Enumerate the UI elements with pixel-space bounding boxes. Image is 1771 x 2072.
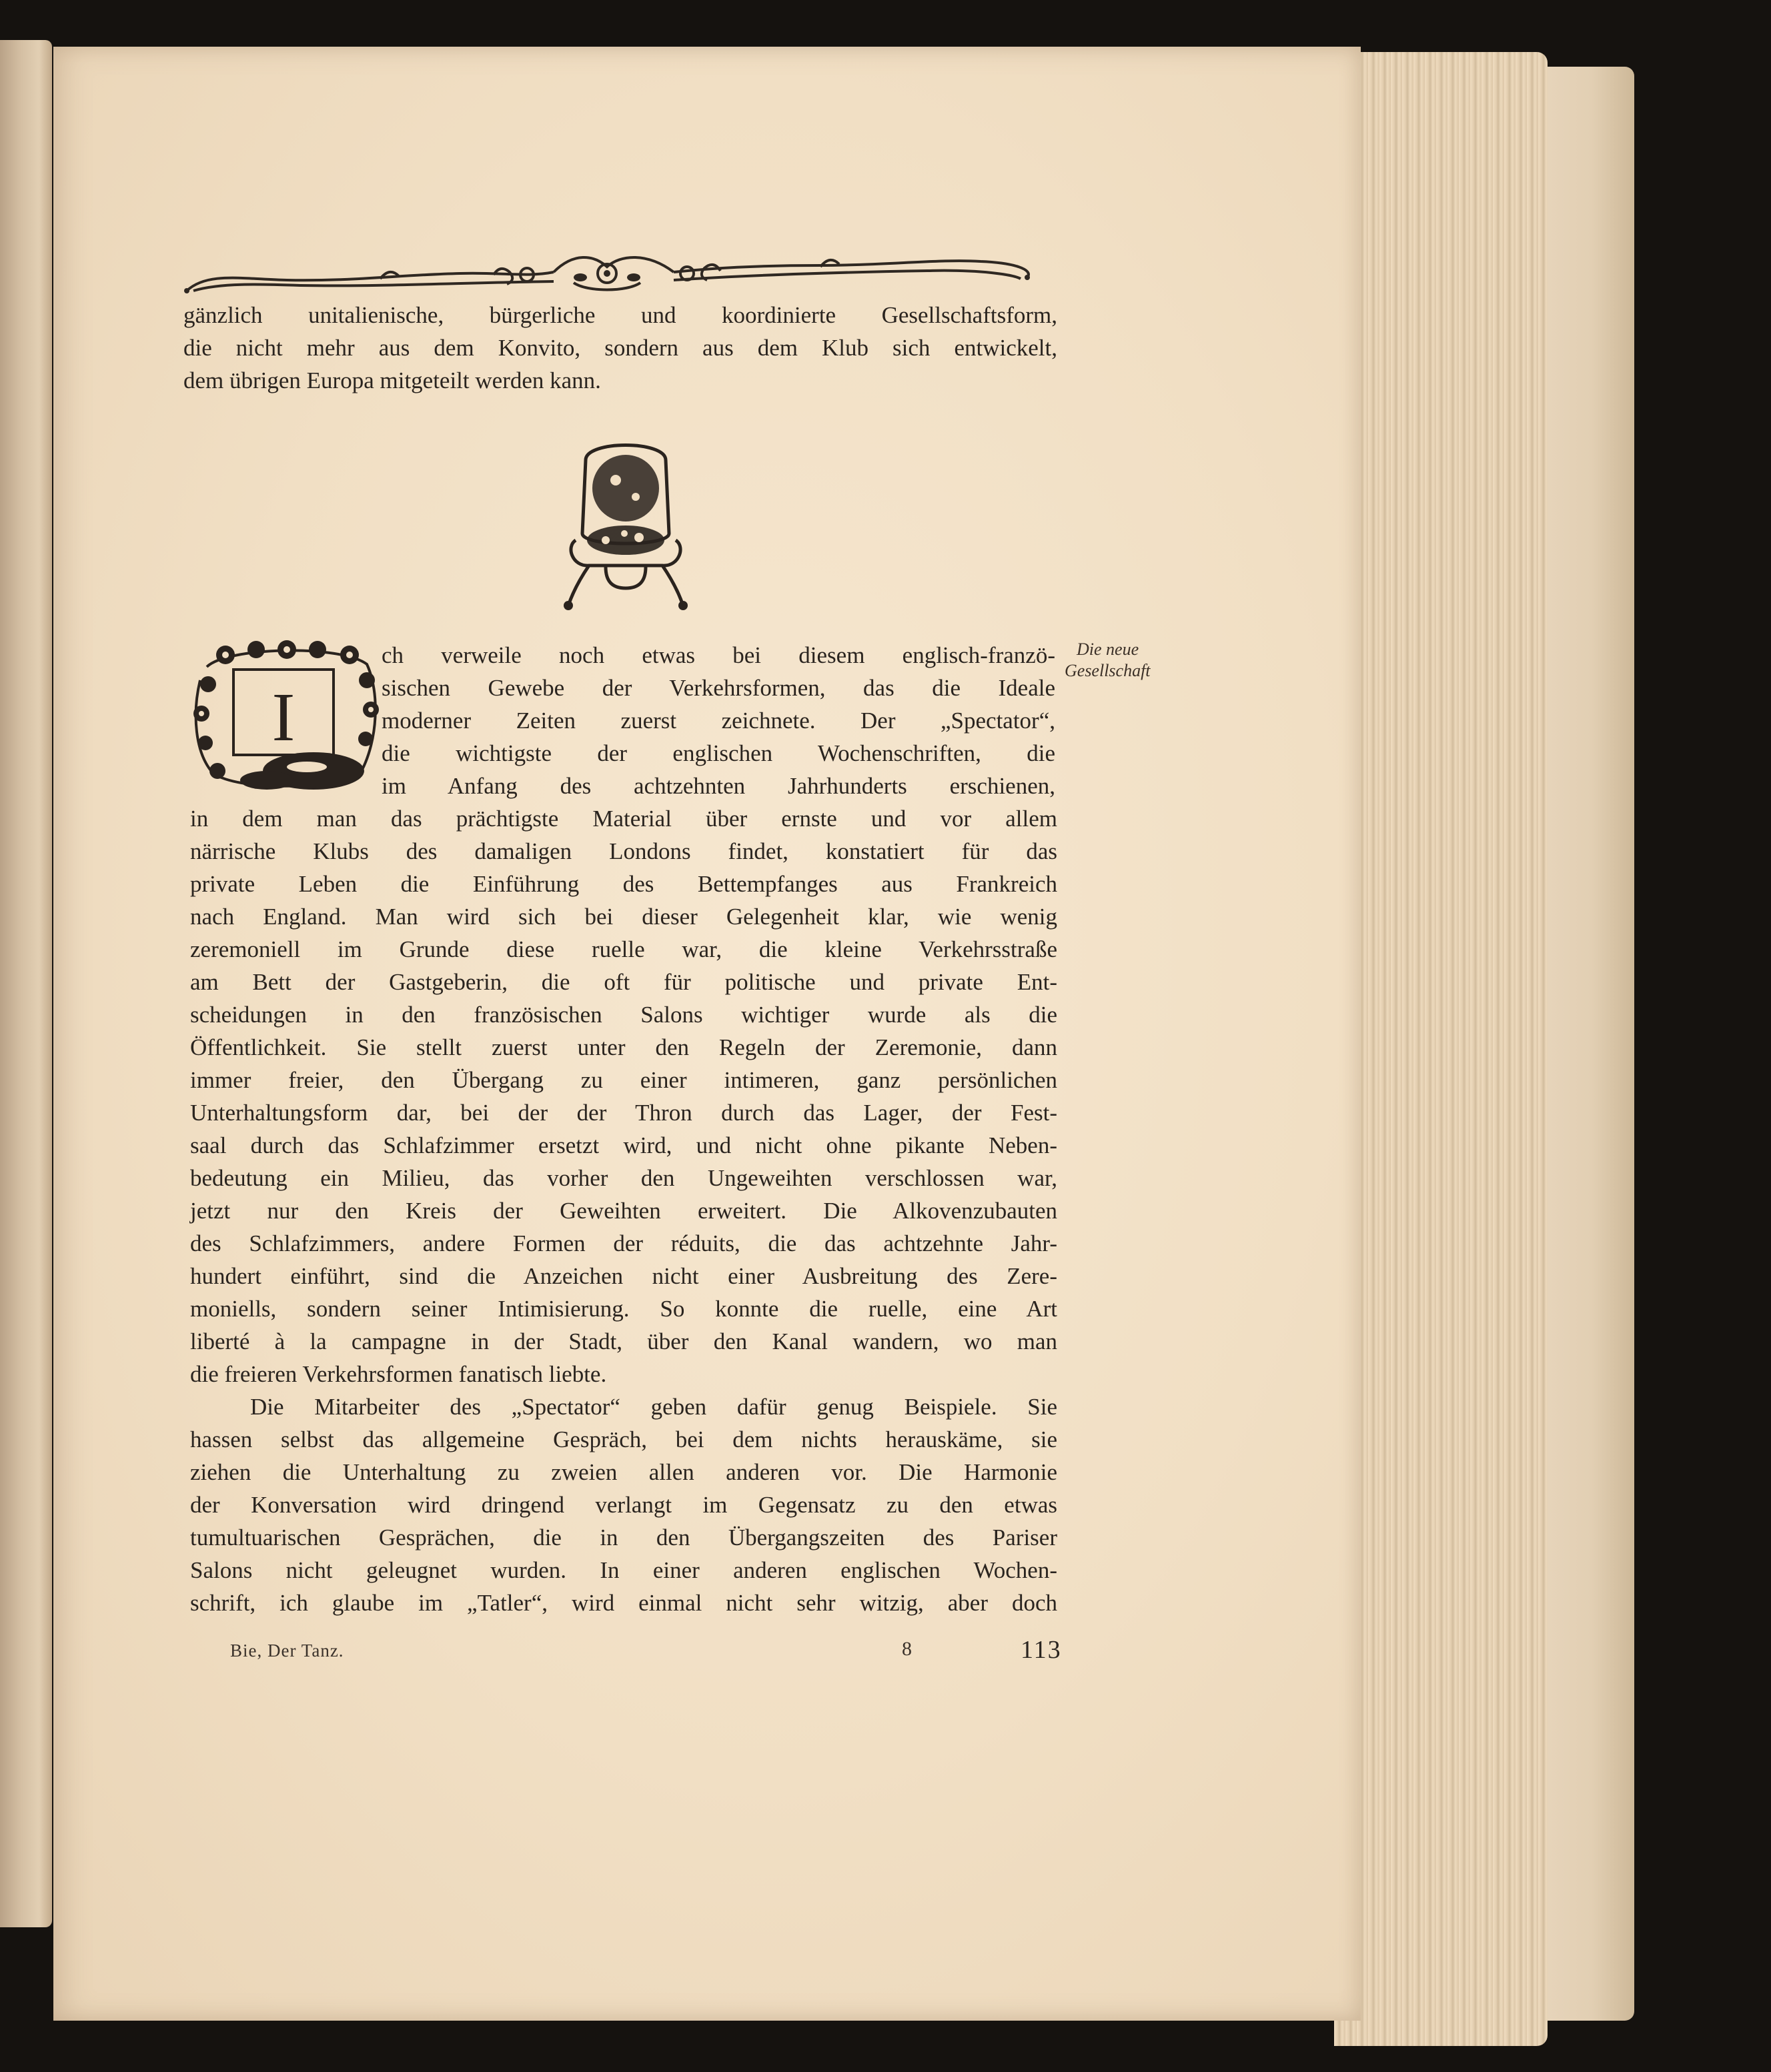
page-number: 113 bbox=[1021, 1636, 1062, 1664]
running-footer: Bie, Der Tanz. bbox=[230, 1641, 344, 1661]
text-line: private Leben die Einführung des Bettempfanges aus Frankreich bbox=[190, 871, 1057, 897]
text-line: ch verweile noch etwas bei diesem englisch-franzö- bbox=[382, 642, 1055, 668]
text-line: im Anfang des achtzehnten Jahrhunderts erschienen, bbox=[382, 773, 1055, 799]
text-line: der Konversation wird dringend verlangt im Gegensatz zu den etwas bbox=[190, 1492, 1057, 1518]
page-block-edges bbox=[1334, 52, 1548, 2046]
text-line: hassen selbst das allgemeine Gespräch, bei dem nichts herauskäme, sie bbox=[190, 1426, 1057, 1452]
text-line: liberté à la campagne in der Stadt, über den Kanal wandern, wo man bbox=[190, 1328, 1057, 1354]
margin-note-line: Die neue bbox=[1077, 640, 1139, 659]
text-line: die freieren Verkehrsformen fanatisch liebte. bbox=[190, 1361, 607, 1387]
text-line: jetzt nur den Kreis der Geweihten erweitert. Die Alkovenzubauten bbox=[190, 1198, 1057, 1224]
text-line: moniells, sondern seiner Intimisierung. So konnte die ruelle, eine Art bbox=[190, 1296, 1057, 1322]
text-line: schrift, ich glaube im „Tatler“, wird einmal nicht sehr witzig, aber doch bbox=[190, 1590, 1057, 1616]
margin-note-line: Gesellschaft bbox=[1065, 661, 1151, 680]
paragraph-1 bbox=[190, 802, 1057, 1390]
margin-note bbox=[1065, 639, 1178, 682]
text-line: moderner Zeiten zuerst zeichnete. Der „Spectator“, bbox=[382, 708, 1055, 734]
decorated-initial-icon bbox=[187, 640, 384, 798]
text-line: hundert einführt, sind die Anzeichen nicht einer Ausbreitung des Zere- bbox=[190, 1263, 1057, 1289]
text-line: tumultuarischen Gesprächen, die in den Übergangszeiten des Pariser bbox=[190, 1524, 1057, 1550]
left-page-edge bbox=[0, 40, 52, 1927]
text-line: Die Mitarbeiter des „Spectator“ geben dafür genug Beispiele. Sie bbox=[250, 1394, 1057, 1420]
text-line: närrische Klubs des damaligen Londons findet, konstatiert für das bbox=[190, 838, 1057, 864]
text-line: die wichtigste der englischen Wochenschriften, die bbox=[382, 740, 1055, 766]
ornamental-rule-icon bbox=[180, 245, 1047, 305]
dropcap-letter: I bbox=[271, 679, 296, 756]
text-line: nach England. Man wird sich bei dieser Gelegenheit klar, wie wenig bbox=[190, 904, 1057, 930]
text-line: Unterhaltungsform dar, bei der der Thron durch das Lager, der Fest- bbox=[190, 1100, 1057, 1126]
text-line: die nicht mehr aus dem Konvito, sondern aus dem Klub sich entwickelt, bbox=[183, 335, 1057, 361]
text-line: zeremoniell im Grunde diese ruelle war, die kleine Verkehrsstraße bbox=[190, 936, 1057, 962]
text-line: immer freier, den Übergang zu einer intimeren, ganz persönlichen bbox=[190, 1067, 1057, 1093]
signature-mark: 8 bbox=[902, 1638, 912, 1660]
armchair-vignette-icon bbox=[559, 433, 692, 614]
text-line: saal durch das Schlafzimmer ersetzt wird, und nicht ohne pikante Neben- bbox=[190, 1132, 1057, 1158]
text-line: des Schlafzimmers, andere Formen der réduits, die das achtzehnte Jahr- bbox=[190, 1230, 1057, 1256]
text-line: ziehen die Unterhaltung zu zweien allen anderen vor. Die Harmonie bbox=[190, 1459, 1057, 1485]
text-line: am Bett der Gastgeberin, die oft für politische und private Ent- bbox=[190, 969, 1057, 995]
text-line: in dem man das prächtigste Material über ernste und vor allem bbox=[190, 806, 1057, 832]
opening-lines bbox=[183, 299, 1057, 397]
paragraph-2 bbox=[190, 1390, 1057, 1619]
text-line: scheidungen in den französischen Salons wichtiger wurde als die bbox=[190, 1002, 1057, 1028]
text-line: Salons nicht geleugnet wurden. In einer anderen englischen Wochen- bbox=[190, 1557, 1057, 1583]
text-line: sischen Gewebe der Verkehrsformen, das die Ideale bbox=[382, 675, 1055, 701]
text-line: dem übrigen Europa mitgeteilt werden kann. bbox=[183, 367, 601, 393]
text-line: Öffentlichkeit. Sie stellt zuerst unter den Regeln der Zeremonie, dann bbox=[190, 1034, 1057, 1060]
text-line: bedeutung ein Milieu, das vorher den Ungeweihten verschlossen war, bbox=[190, 1165, 1057, 1191]
text-line: gänzlich unitalienische, bürgerliche und koordinierte Gesellschaftsform, bbox=[183, 302, 1057, 328]
dropcap-lines bbox=[382, 639, 1055, 802]
